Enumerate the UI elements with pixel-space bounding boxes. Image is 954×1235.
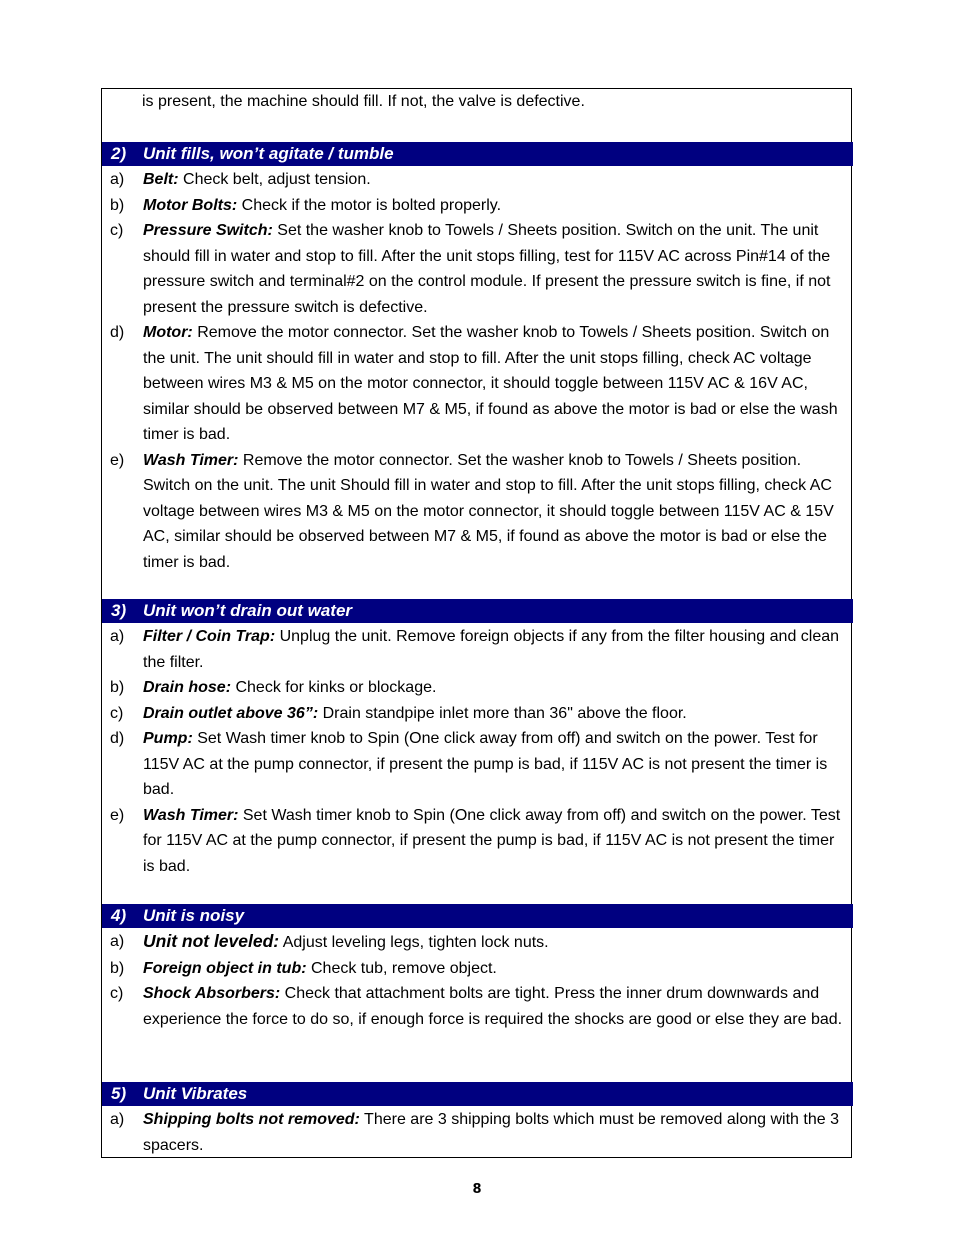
list-item [102, 726, 853, 803]
item-term: Drain outlet above 36”: [143, 704, 319, 722]
section-body-4 [102, 929, 853, 1032]
item-term: Drain hose: [143, 679, 232, 696]
section-body-5 [102, 1107, 853, 1158]
item-term: Wash Timer: [143, 451, 239, 469]
item-term: Belt: [143, 171, 179, 188]
section-header-4 [102, 904, 853, 928]
list-item [102, 320, 853, 448]
list-item [102, 448, 853, 576]
list-item [102, 1107, 853, 1158]
section-number: 3) [111, 601, 127, 620]
item-text: Check that attachment bolts are tight. Press the inner drum downwards and experience the force to do so, if enough force is required the shocks are good or else they are bad. [143, 985, 843, 1028]
item-term: Pressure Switch: [143, 222, 273, 239]
section-title: Unit Vibrates [143, 1084, 248, 1103]
item-letter: b) [110, 196, 125, 214]
item-text: Check for kinks or blockage. [231, 679, 437, 696]
list-item [102, 803, 853, 880]
list-item [102, 193, 853, 219]
list-item [102, 701, 853, 727]
item-letter: e) [110, 806, 125, 824]
item-letter: a) [110, 1111, 125, 1128]
item-letter: a) [110, 933, 125, 950]
item-text: Unplug the unit. Remove foreign objects if any from the filter housing and clean the filter. [143, 628, 840, 671]
list-item [102, 675, 853, 701]
section-title: Unit is noisy [143, 906, 245, 925]
item-text: Check belt, adjust tension. [178, 171, 371, 188]
item-term: Shipping bolts not removed: [143, 1111, 360, 1128]
section-body-2 [102, 167, 853, 575]
item-term: Wash Timer: [143, 806, 239, 824]
item-text: Remove the motor connector. Set the washer knob to Towels / Sheets position. Switch on the unit. The unit Should fill in water and stop to fill. After the unit stops filling, check AC voltage between wires M3 & M5 on the motor connector, it should toggle between 115V AC & 15V AC, similar should be observed between M7 & M5, if found as above the motor is bad or else the timer is bad. [143, 451, 834, 571]
section-body-3 [102, 624, 853, 879]
list-item [102, 981, 853, 1032]
intro-text: is present, the machine should fill. If not, the valve is defective. [142, 93, 585, 110]
section-number: 5) [111, 1084, 127, 1103]
item-term: Motor: [143, 324, 193, 341]
item-text: Check tub, remove object. [306, 959, 497, 977]
item-term: Filter / Coin Trap: [143, 628, 276, 645]
item-text: There are 3 shipping bolts which must be removed along with the 3 spacers. [143, 1111, 839, 1154]
item-letter: a) [110, 171, 125, 188]
item-letter: b) [110, 679, 125, 696]
item-letter: c) [110, 222, 124, 239]
item-text: Remove the motor connector. Set the washer knob to Towels / Sheets position. Switch on the unit. The unit should fill in water and stop to fill. After the unit stops filling, check AC voltage between wires M3 & M5 on the motor connector, it should toggle between 115V AC & 16V AC, similar should be observed between M7 & M5, if found as above the motor is bad or else the wash timer is bad. [143, 324, 838, 443]
list-item [102, 218, 853, 320]
item-text: Set Wash timer knob to Spin (One click away from off) and switch on the power. Test for 115V AC at the pump connector, if present the pump is bad, if 115V AC is not present the timer is bad. [143, 806, 841, 875]
list-item [102, 167, 853, 193]
item-text: Drain standpipe inlet more than 36" above the floor. [318, 704, 687, 722]
item-text: Adjust leveling legs, tighten lock nuts. [279, 934, 549, 951]
item-letter: b) [110, 959, 125, 977]
list-item [102, 956, 853, 982]
item-term: Shock Absorbers: [143, 985, 281, 1002]
item-letter: c) [110, 985, 124, 1002]
list-item [102, 624, 853, 675]
section-header-3 [102, 599, 853, 623]
item-text: Set Wash timer knob to Spin (One click away from off) and switch on the power. Test for 115V AC at the pump connector, if present the pump is bad, if 115V AC is not present the timer is bad. [143, 730, 828, 798]
item-letter: e) [110, 451, 125, 469]
section-number: 4) [111, 906, 127, 925]
section-header-5 [102, 1082, 853, 1106]
item-text: Set the washer knob to Towels / Sheets position. Switch on the unit. The unit should fill in water and stop to fill. After the unit stops filling, test for 115V AC across Pin#14 of the pressure switch and terminal#2 on the control module. If present the pressure switch is fine, if not present the pressure switch is defective. [143, 222, 831, 316]
item-term: Pump: [143, 730, 193, 747]
section-number: 2) [111, 144, 127, 163]
page-number: 8 [472, 1182, 482, 1197]
item-term: Unit not leveled: [143, 931, 280, 951]
section-header-2 [102, 142, 853, 166]
list-item [102, 929, 853, 956]
item-letter: d) [110, 730, 125, 747]
item-letter: d) [110, 324, 125, 341]
item-term: Foreign object in tub: [143, 959, 307, 977]
section-title: Unit fills, won’t agitate / tumble [143, 144, 394, 163]
item-text: Check if the motor is bolted properly. [237, 196, 502, 214]
item-letter: a) [110, 628, 125, 645]
section-title: Unit won’t drain out water [143, 601, 353, 620]
item-term: Motor Bolts: [143, 196, 238, 214]
item-letter: c) [110, 704, 124, 722]
